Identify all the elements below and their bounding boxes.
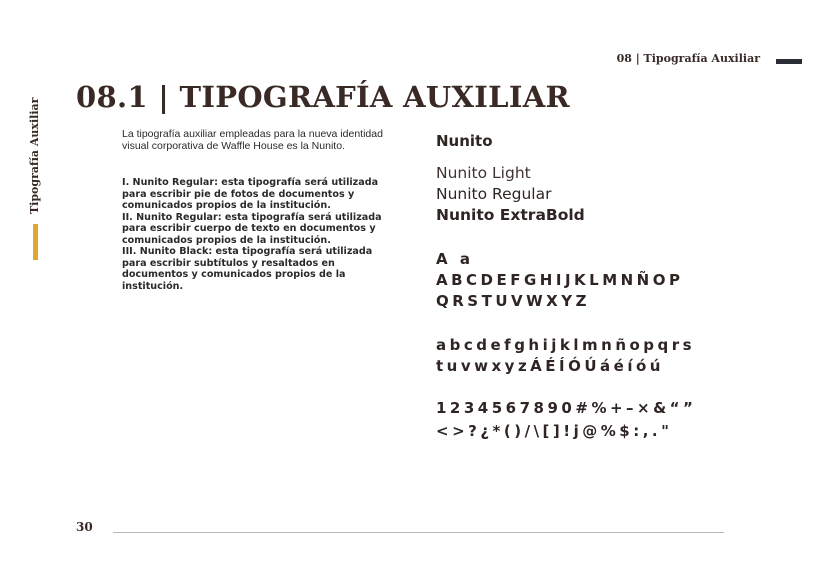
glyph-numbers-row: 1234567890#%+–×&“” (436, 399, 697, 417)
glyph-symbols-row: <>?¿*()/\[]!j@%$:,." (436, 422, 673, 440)
glyph-lowercase-row-1: abcdefghijklmnñopqrs (436, 336, 696, 354)
usage-list-item: I. Nunito Regular: esta tipografía será utilizada para escribir pie de fotos de documentos y comunicados propios de la institución. (122, 177, 379, 211)
font-name: Nunito (436, 132, 493, 150)
usage-list-item: II. Nunito Regular: esta tipografía será utilizada para escribir cuerpo de texto en documentos y comunicados propios de la institución. (122, 211, 382, 246)
glyph-lowercase-row-2: tuvwxyzÁÉÍÓÚáéíóú (436, 357, 664, 375)
header-bar (776, 59, 802, 64)
footer-divider (113, 532, 724, 533)
page-title: 08.1 | TIPOGRAFÍA AUXILIAR (76, 80, 570, 114)
accent-bar (33, 224, 38, 260)
header-section-label: 08 | Tipografía Auxiliar (616, 52, 760, 65)
weight-regular-sample: Nunito Regular (436, 185, 552, 203)
glyph-uppercase-row-2: QRSTUVWXYZ (436, 292, 590, 310)
glyph-uppercase-row-1: ABCDEFGHIJKLMNÑOP (436, 271, 684, 289)
page-number: 30 (76, 520, 93, 534)
weight-extrabold-sample: Nunito ExtraBold (436, 206, 585, 224)
weight-light-sample: Nunito Light (436, 164, 531, 182)
intro-paragraph: La tipografía auxiliar empleadas para la nueva identidad visual corporativa de Waffle House es la Nunito. (122, 128, 383, 152)
glyph-sample-aa: A a (436, 250, 474, 268)
usage-list-item: III. Nunito Black: esta tipografía será utilizada para escribir subtítulos y resaltados en documentos y comunicados propios de la institución. (122, 246, 373, 292)
vertical-section-title: Tipografía Auxiliar (28, 97, 41, 214)
usage-list (122, 177, 392, 292)
